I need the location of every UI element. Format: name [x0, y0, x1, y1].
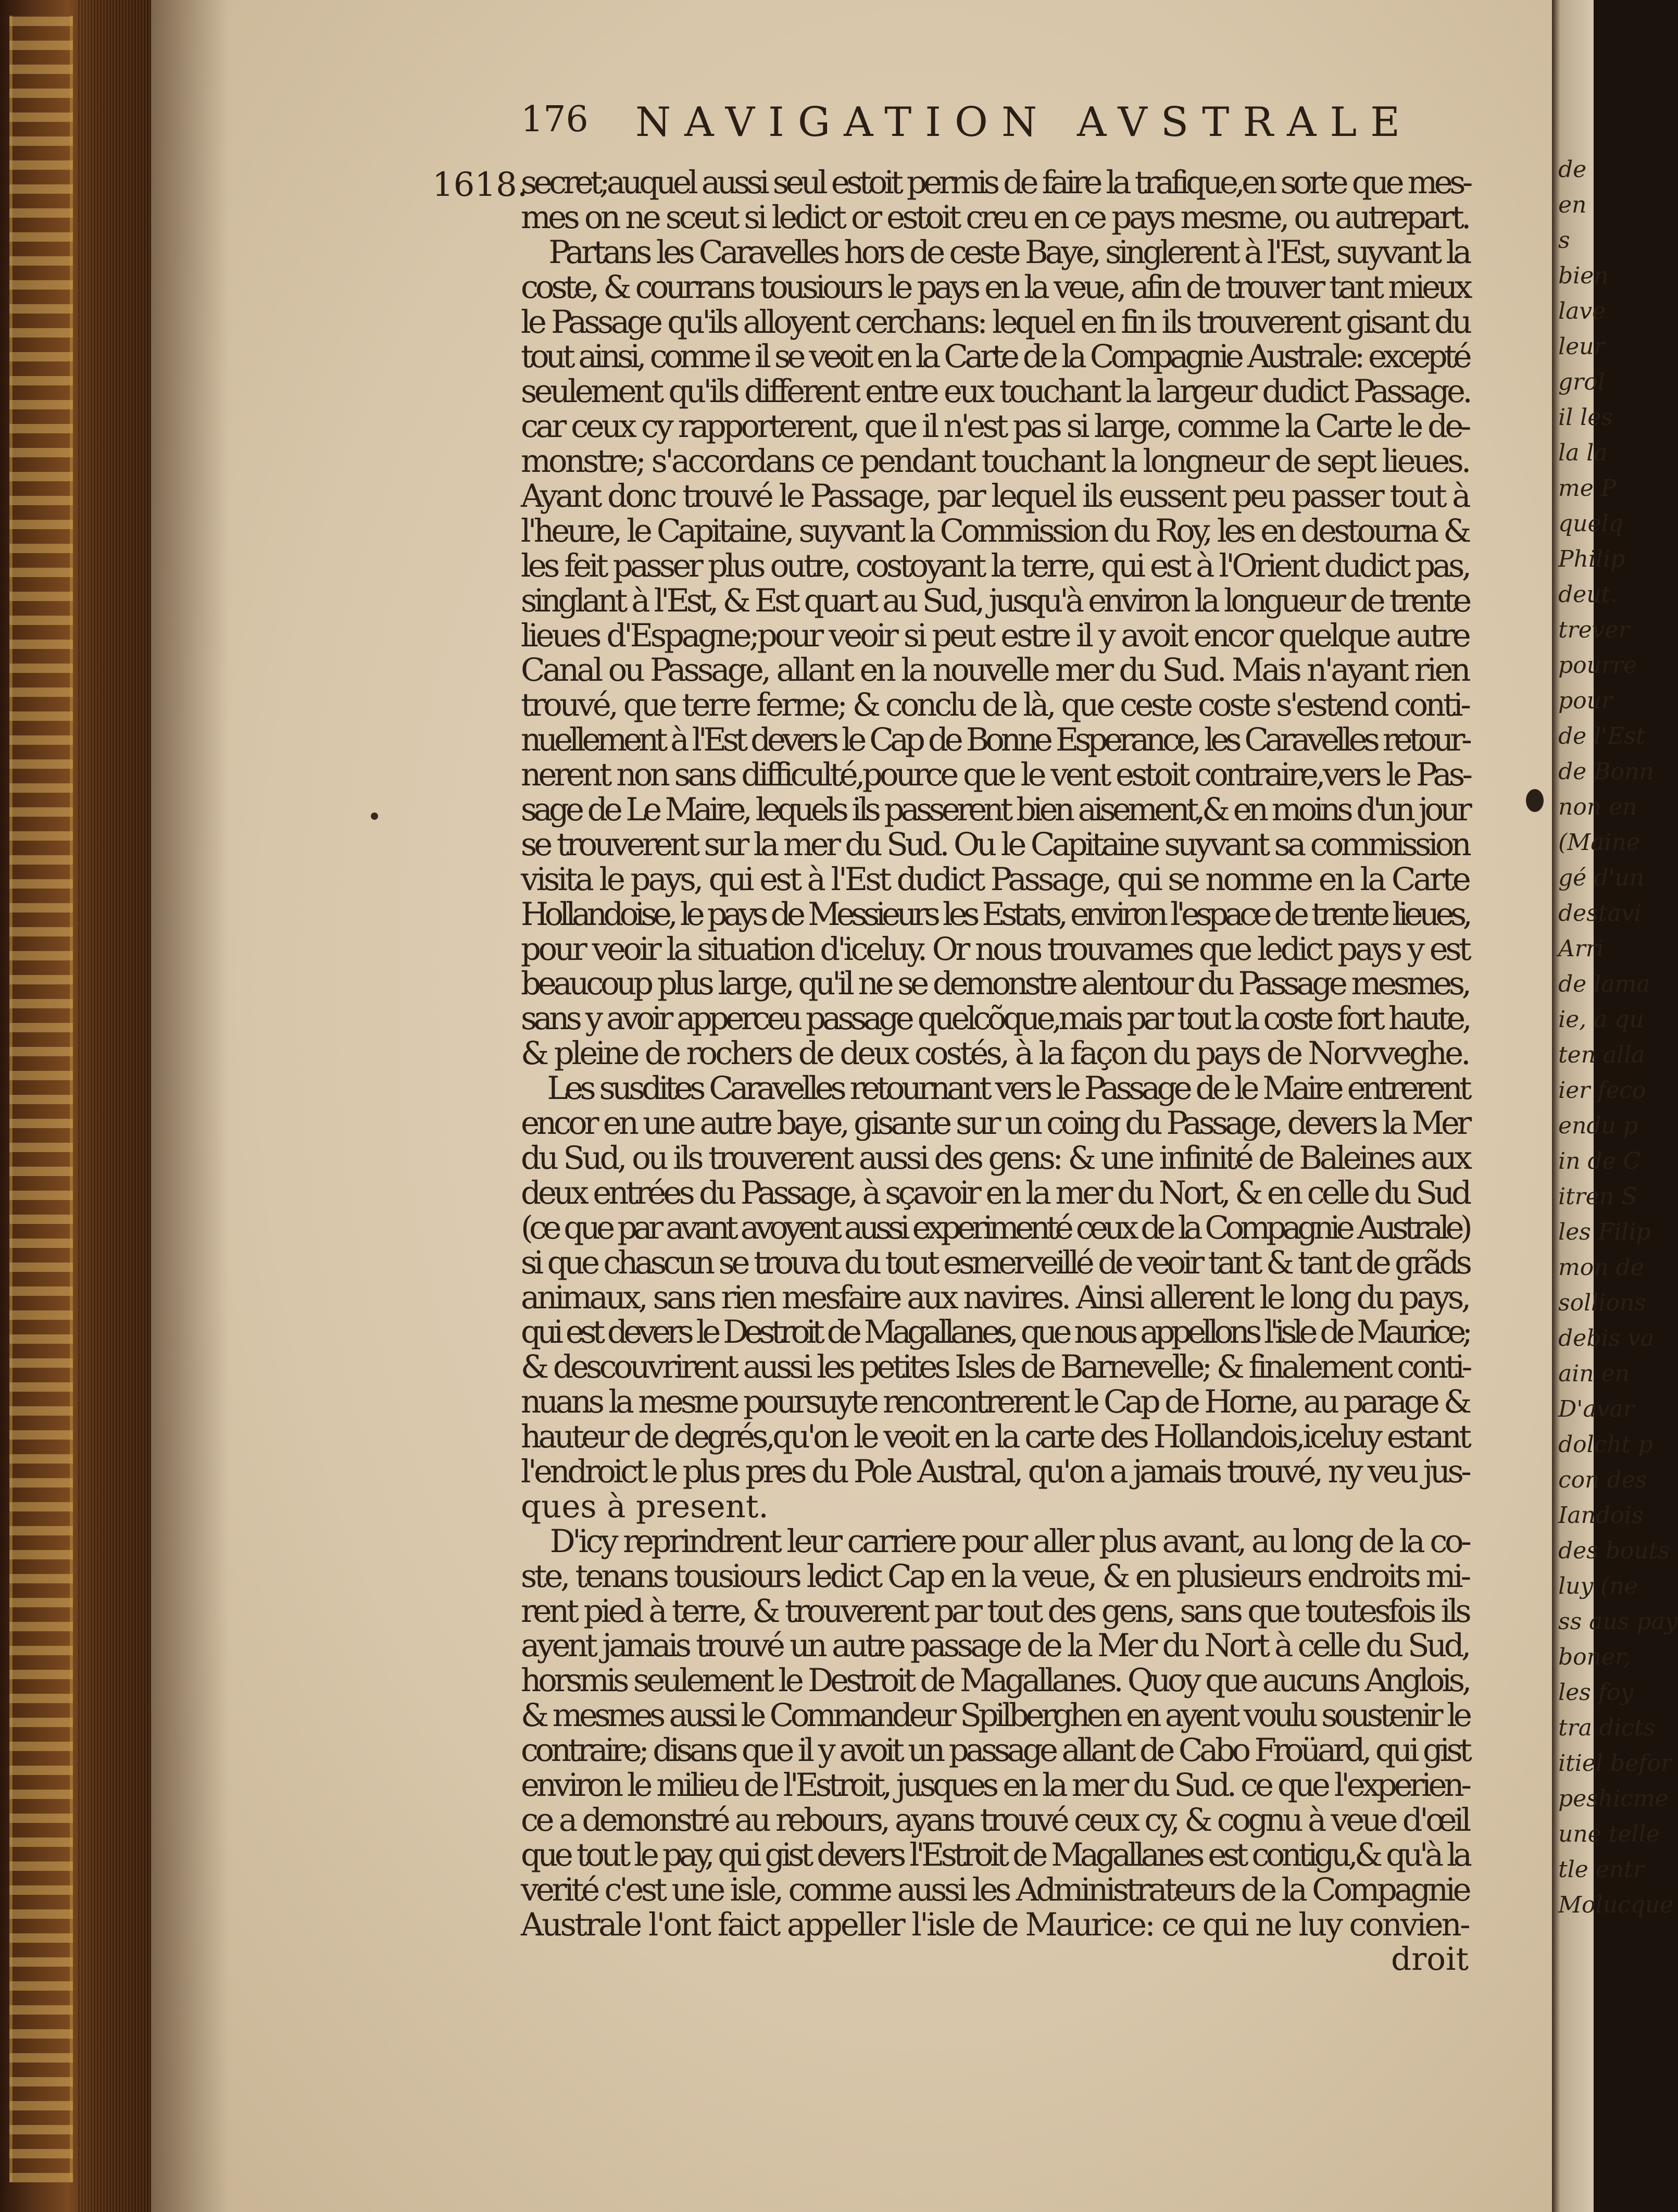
facing-page-fragment: il les — [1558, 404, 1613, 431]
text-line: Canal ou Passage, allant en la nouvelle mer du Sud. Mais n'ayant rien — [521, 652, 1469, 689]
facing-page-fragment: des bouts — [1558, 1538, 1670, 1564]
text-line: le Passage qu'ils alloyent cerchans: lequel en fin ils trouverent gisant du — [521, 303, 1470, 341]
text-line: & descouvrirent aussi les petites Isles de Barnevelle; & finalement conti- — [521, 1348, 1470, 1386]
text-line: verité c'est une isle, comme aussi les Administrateurs de la Compagnie — [521, 1871, 1469, 1908]
facing-page-fragment: debis va — [1558, 1325, 1655, 1352]
text-line: l'heure, le Capitaine, suyvant la Commission du Roy, les en destourna & — [521, 512, 1469, 549]
text-line: visita le pays, qui est à l'Est dudict Passage, qui se nomme en la Carte — [521, 860, 1469, 898]
facing-page-fragment: destavi — [1558, 900, 1642, 927]
text-line: Les susdites Caravelles retournant vers le Passage de le Maire entrerent — [521, 1070, 1469, 1107]
facing-page-fragment: les foy — [1558, 1679, 1634, 1706]
facing-page-fragment: (Maine — [1558, 829, 1640, 856]
facing-page-fragment: tle entr — [1558, 1856, 1644, 1883]
facing-page-fragment: pourre — [1558, 652, 1637, 679]
gilt-ornament — [9, 16, 73, 2182]
facing-page-fragment: ier feco — [1558, 1077, 1646, 1104]
text-line: Hollandoise, le pays de Messieurs les Estats, environ l'espace de trente lieues, — [521, 895, 1469, 933]
facing-page-fragment: de — [1558, 156, 1587, 183]
facing-page-fragment: trever — [1558, 617, 1630, 643]
facing-page-fragment: dolcht p — [1558, 1431, 1653, 1458]
facing-page-fragment: itiel befor — [1558, 1750, 1672, 1777]
text-line: & pleine de rochers de deux costés, à la façon du pays de Norvveghe. — [521, 1035, 1469, 1072]
text-line: (ce que par avant avoyent aussi experimenté ceux de la Compagnie Australe) — [521, 1209, 1469, 1246]
running-header — [521, 99, 1458, 156]
facing-page-fragment: Molucque — [1558, 1892, 1674, 1918]
text-line: se trouverent sur la mer du Sud. Ou le Capitaine suyvant sa commission — [521, 826, 1469, 863]
text-line: environ le milieu de l'Estroit, jusques en la mer du Sud. ce que l'experien- — [521, 1766, 1469, 1804]
text-line: sage de Le Maire, lequels ils passerent bien aisement,& en moins d'un jour — [521, 791, 1469, 829]
facing-page-fragment: une telle — [1558, 1821, 1660, 1847]
text-line: ayent jamais trouvé un autre passage de la Mer du Nort à celle du Sud, — [521, 1627, 1469, 1665]
marginal-year: 1618. — [432, 166, 528, 204]
ink-spot — [371, 813, 378, 820]
text-line: mes on ne sceut si ledict or estoit creu en ce pays mesme, ou autrepart. — [521, 198, 1469, 236]
text-line: sans y avoir apperceu passage quelcõque,mais par tout la coste fort haute, — [521, 1000, 1469, 1038]
text-line: encor en une autre baye, gisante sur un coing du Passage, devers la Mer — [521, 1105, 1469, 1142]
text-line: pour veoir la situation d'iceluy. Or nous trouvames que ledict pays y est — [521, 930, 1469, 968]
facing-page-fragment: de l'Est — [1558, 723, 1645, 749]
text-line: les feit passer plus outre, costoyant la terre, qui est à l'Orient dudict pas, — [521, 547, 1469, 584]
facing-page-fragment: pour — [1558, 688, 1613, 714]
text-line: tout ainsi, comme il se veoit en la Carte de la Compagnie Australe: excepté — [521, 338, 1469, 376]
text-line: nuans la mesme poursuyte rencontrerent le Cap de Horne, au parage & — [521, 1383, 1469, 1421]
facing-page-fragment: me P — [1558, 475, 1617, 502]
text-line: monstre; s'accordans ce pendant touchant la longneur de sept lieues. — [521, 443, 1469, 480]
text-line: ste, tenans tousiours ledict Cap en la veue, & en plusieurs endroits mi- — [521, 1557, 1469, 1595]
text-line: du Sud, ou ils trouverent aussi des gens: & une infinité de Baleines aux — [521, 1139, 1470, 1177]
facing-page-fragment: ie, a qu — [1558, 1006, 1644, 1033]
facing-page-fragment: bien — [1558, 263, 1609, 289]
facing-page-fragment: tra dicts — [1558, 1715, 1656, 1741]
facing-page-fragment: grol — [1558, 369, 1605, 395]
facing-page-fragment: la la — [1558, 440, 1608, 466]
facing-page-fragment: ss aus pay — [1558, 1608, 1678, 1635]
text-line: D'icy reprindrent leur carriere pour aller plus avant, au long de la co- — [521, 1522, 1469, 1560]
text-line: ce a demonstré au rebours, ayans trouvé ceux cy, & cognu à veue d'œil — [521, 1801, 1469, 1839]
text-line: Ayant donc trouvé le Passage, par lequel ils eussent peu passer tout à — [521, 478, 1469, 515]
facing-page-fragment: Iandois — [1558, 1502, 1644, 1529]
ink-spot — [1526, 789, 1544, 812]
facing-page-fragment: ten alla — [1558, 1042, 1645, 1068]
facing-page-fragment: D'avar — [1558, 1396, 1634, 1422]
gutter-shadow — [151, 0, 229, 2212]
text-line: Partans les Caravelles hors de ceste Baye, singlerent à l'Est, suyvant la — [521, 233, 1469, 271]
text-line: seulement qu'ils different entre eux touchant la largeur dudict Passage. — [521, 373, 1470, 410]
catchword: droit — [1391, 1941, 1469, 1978]
text-line: hauteur de degrés,qu'on le veoit en la carte des Hollandois,iceluy estant — [521, 1418, 1469, 1456]
facing-page-fragment: itren S — [1558, 1183, 1637, 1210]
facing-page-fragment: lave — [1558, 298, 1606, 324]
text-line: & mesmes aussi le Commandeur Spilberghen en ayent voulu soustenir le — [521, 1697, 1469, 1734]
facing-page-fragment: quelq — [1558, 510, 1623, 537]
text-line: si que chascun se trouva du tout esmerveillé de veoir tant & tant de grãds — [521, 1244, 1469, 1281]
page-edges — [78, 0, 151, 2212]
text-line: animaux, sans rien mesfaire aux navires. Ainsi allerent le long du pays, — [521, 1279, 1469, 1316]
facing-page-fragment: endu p — [1558, 1113, 1638, 1139]
running-title: NAVIGATION AVSTRALE — [635, 99, 1414, 146]
facing-page-fragment: deut. — [1558, 581, 1618, 608]
facing-page-fragment: sollions — [1558, 1290, 1646, 1316]
facing-page-fragment: boner, — [1558, 1644, 1631, 1670]
text-line: que tout le pay, qui gist devers l'Estroit de Magallanes est contigu,& qu'à la — [521, 1836, 1469, 1873]
text-line: secret;auquel aussi seul estoit permis de faire la trafique,en sorte que mes- — [521, 164, 1470, 201]
text-line: ques à present. — [521, 1488, 769, 1525]
text-line: rent pied à terre, & trouverent par tout des gens, sans que toutesfois ils — [521, 1592, 1469, 1630]
text-line: Australe l'ont faict appeller l'isle de Maurice: ce qui ne luy convien- — [521, 1906, 1469, 1943]
book-binding — [0, 0, 151, 2212]
text-line: car ceux cy rapporterent, que il n'est pas si large, comme la Carte le de- — [521, 408, 1469, 445]
text-line: coste, & courrans tousiours le pays en la veue, afin de trouver tant mieux — [521, 268, 1470, 306]
facing-page-fragment: con des — [1558, 1467, 1647, 1493]
facing-page-fragment: de lama — [1558, 971, 1650, 997]
text-line: singlant à l'Est, & Est quart au Sud, jusqu'à environ la longueur de trente — [521, 582, 1469, 619]
facing-page-fragment: leur — [1558, 333, 1605, 360]
facing-page-fragment: luy (ne — [1558, 1573, 1638, 1599]
text-line: beaucoup plus large, qu'il ne se demonstre alentour du Passage mesmes, — [521, 965, 1469, 1003]
text-line: horsmis seulement le Destroit de Magallanes. Quoy que aucuns Anglois, — [521, 1662, 1469, 1699]
page-number: 176 — [521, 99, 588, 140]
facing-page-fragment: non en — [1558, 794, 1637, 820]
facing-page-fragment: en — [1558, 192, 1587, 218]
text-line: l'endroict le plus pres du Pole Austral, qu'on a jamais trouvé, ny veu jus- — [521, 1453, 1469, 1490]
text-line: nuellement à l'Est devers le Cap de Bonne Esperance, les Caravelles retour- — [521, 721, 1469, 759]
text-line: nerent non sans difficulté,pource que le vent estoit contraire,vers le Pas- — [521, 756, 1470, 794]
facing-page-fragment: peshicme — [1558, 1785, 1669, 1812]
body-text — [521, 166, 1469, 1977]
facing-page-fragment: les Filip — [1558, 1219, 1651, 1245]
text-line: contraire; disans que il y avoit un passage allant de Cabo Froüard, qui gist — [521, 1732, 1469, 1769]
facing-page-fragment: de Bonn — [1558, 758, 1654, 785]
facing-page-fragment: s — [1558, 227, 1570, 254]
text-line: deux entrées du Passage, à sçavoir en la mer du Nort, & en celle du Sud — [521, 1174, 1469, 1211]
facing-page-fragment: mon de — [1558, 1254, 1644, 1281]
facing-page-fragment: gé d'un — [1558, 865, 1645, 891]
text-line: lieues d'Espagne;pour veoir si peut estre il y avoit encor quelque autre — [521, 617, 1469, 654]
facing-page-fragment: in de C — [1558, 1148, 1641, 1174]
facing-page-fragment: ain en — [1558, 1360, 1630, 1387]
facing-page-fragment: Philip — [1558, 546, 1625, 572]
facing-page-fragment: Arri — [1558, 935, 1604, 962]
text-line: trouvé, que terre ferme; & conclu de là, que ceste coste s'estend conti- — [521, 686, 1469, 724]
text-line: qui est devers le Destroit de Magallanes, que nous appellons l'isle de Maurice; — [521, 1314, 1469, 1351]
